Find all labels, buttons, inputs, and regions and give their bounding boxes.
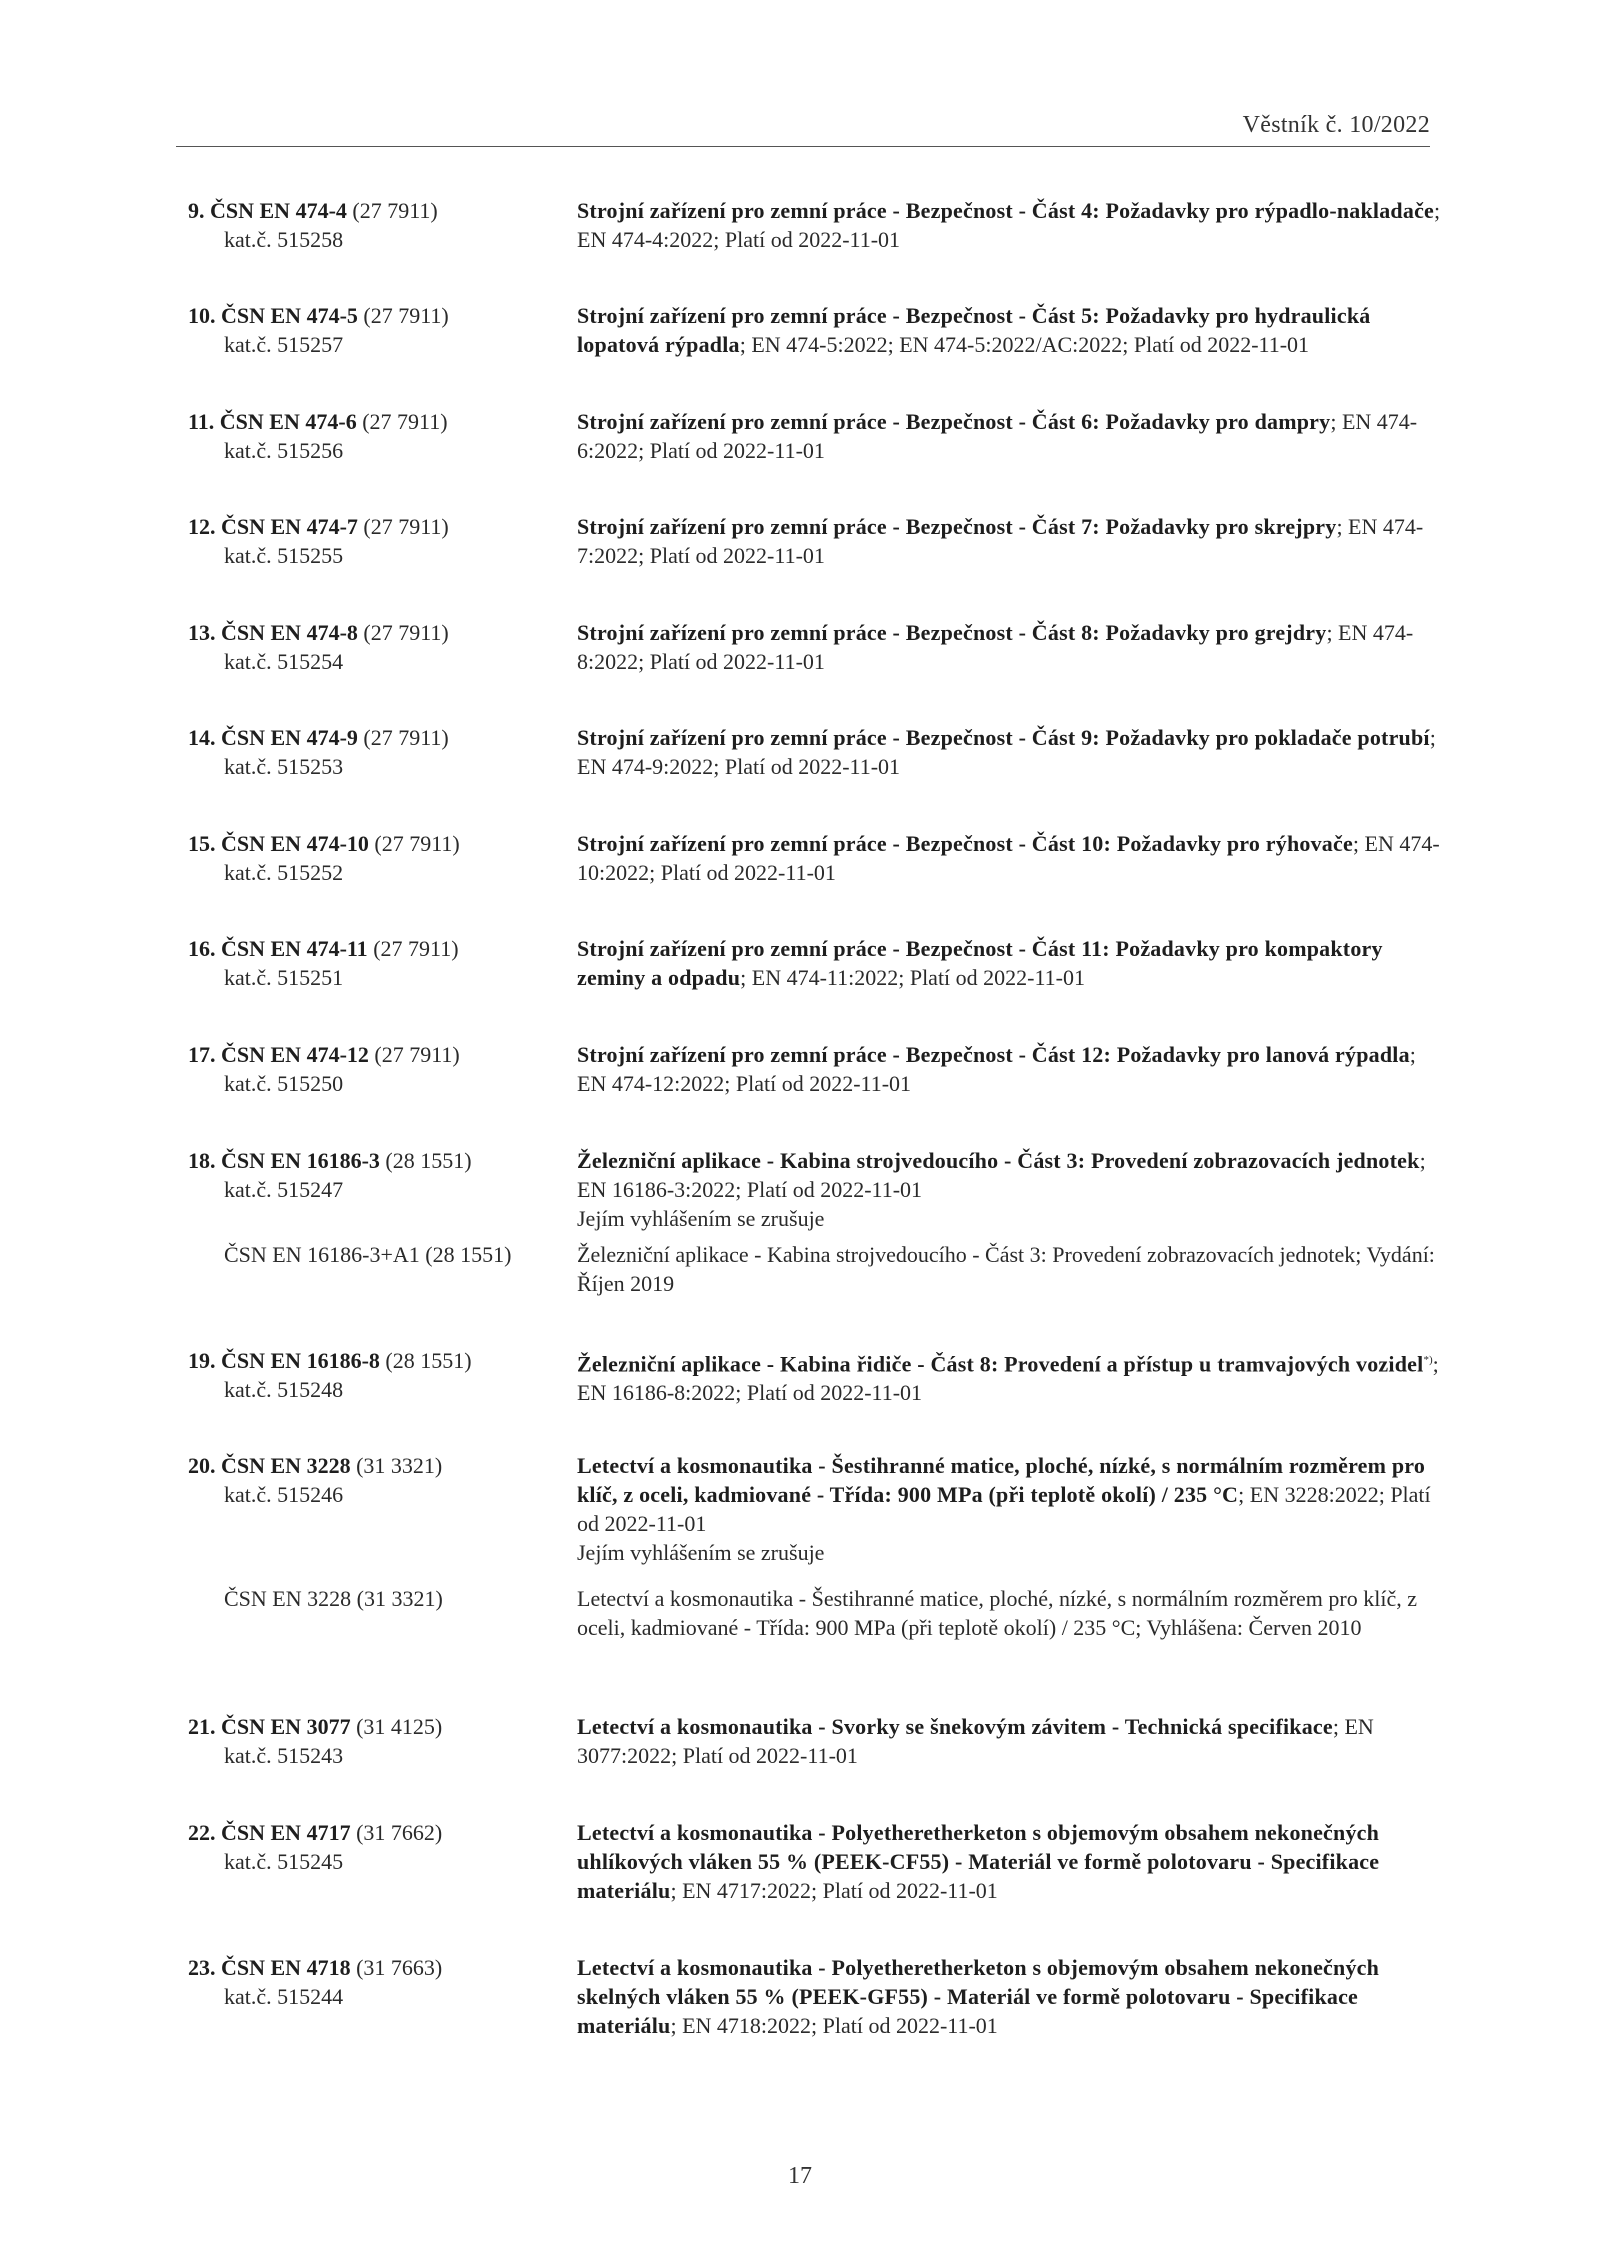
standard-code: ČSN EN 16186-8 [221, 1348, 380, 1373]
replaced-standard-text: Letectví a kosmonautika - Šestihranné matice, ploché, nízké, s normálním rozměrem pro klíč, z oceli, kadmiované - Třída: 900 MPa (při teplotě okolí) / 235 °C; Vyhlášena: Červen 2010 [577, 1586, 1417, 1640]
standard-id [188, 1346, 568, 1404]
standard-description [577, 1346, 1447, 1407]
standard-details: ; EN 474-11:2022; Platí od 2022-11-01 [740, 965, 1086, 990]
standard-code: ČSN EN 474-11 [221, 936, 368, 961]
catalog-number: kat.č. 515258 [224, 227, 344, 252]
classification-code: (27 7911) [368, 1042, 460, 1067]
entry-number: 17. [188, 1042, 216, 1067]
standard-description [577, 1040, 1447, 1098]
entry-number: 18. [188, 1148, 216, 1173]
standard-title: Strojní zařízení pro zemní práce - Bezpečnost - Část 7: Požadavky pro skrejpry [577, 514, 1337, 539]
standard-details: ; EN 3077:2022; Platí od 2022-11-01 [577, 1714, 1374, 1768]
entry-number: 15. [188, 831, 216, 856]
entry-number: 10. [188, 303, 216, 328]
classification-code: (28 1551) [379, 1148, 472, 1173]
standard-code: ČSN EN 474-8 [221, 620, 358, 645]
classification-code: (27 7911) [357, 725, 449, 750]
standard-details: ; EN 16186-3:2022; Platí od 2022-11-01 [577, 1148, 1426, 1202]
standard-description [577, 934, 1447, 992]
catalog-number: kat.č. 515253 [224, 754, 344, 779]
classification-code: (31 3321) [350, 1453, 443, 1478]
classification-code: (31 7663) [350, 1955, 443, 1980]
replaces-note: Jejím vyhlášením se zrušuje [577, 1206, 825, 1231]
standard-code: ČSN EN 474-9 [221, 725, 358, 750]
catalog-number: kat.č. 515255 [224, 543, 344, 568]
standard-id [188, 723, 568, 781]
page-header [176, 112, 1430, 147]
entry-number: 12. [188, 514, 216, 539]
standard-code: ČSN EN 3228 [221, 1453, 351, 1478]
entry-number: 20. [188, 1453, 216, 1478]
classification-code: (27 7911) [357, 620, 449, 645]
standard-code: ČSN EN 474-10 [221, 831, 369, 856]
classification-code: (27 7911) [346, 198, 438, 223]
standard-id [188, 301, 568, 359]
standard-details: ; EN 4718:2022; Platí od 2022-11-01 [670, 2013, 998, 2038]
replaced-standard-code: ČSN EN 16186-3+A1 (28 1551) [224, 1242, 512, 1267]
entry-number: 9. [188, 198, 205, 223]
classification-code: (27 7911) [356, 409, 448, 434]
standard-id [188, 1146, 568, 1204]
bulletin-title: Věstník č. 10/2022 [1242, 112, 1430, 138]
standard-description [577, 512, 1447, 570]
standard-id [188, 1451, 568, 1509]
standard-code: ČSN EN 4717 [221, 1820, 351, 1845]
standard-title: Strojní zařízení pro zemní práce - Bezpečnost - Část 6: Požadavky pro dampry [577, 409, 1331, 434]
standard-code: ČSN EN 4718 [221, 1955, 351, 1980]
standard-title: Strojní zařízení pro zemní práce - Bezpečnost - Část 10: Požadavky pro rýhovače [577, 831, 1353, 856]
standard-id [188, 512, 568, 570]
entry-number: 14. [188, 725, 216, 750]
standard-id [188, 829, 568, 887]
standard-details: ; EN 474-8:2022; Platí od 2022-11-01 [577, 620, 1414, 674]
catalog-number: kat.č. 515247 [224, 1177, 344, 1202]
classification-code: (28 1551) [379, 1348, 472, 1373]
standard-title: Strojní zařízení pro zemní práce - Bezpečnost - Část 8: Požadavky pro grejdry [577, 620, 1327, 645]
standard-code: ČSN EN 474-7 [221, 514, 358, 539]
standard-details: ; EN 474-10:2022; Platí od 2022-11-01 [577, 831, 1440, 885]
catalog-number: kat.č. 515243 [224, 1743, 344, 1768]
standard-details: ; EN 474-7:2022; Platí od 2022-11-01 [577, 514, 1424, 568]
catalog-number: kat.č. 515244 [224, 1984, 344, 2009]
standard-description [577, 407, 1447, 465]
entry-number: 19. [188, 1348, 216, 1373]
page-number: 17 [788, 2163, 812, 2189]
standard-code: ČSN EN 474-6 [219, 409, 357, 434]
standard-code: ČSN EN 16186-3 [221, 1148, 380, 1173]
replaces-note: Jejím vyhlášením se zrušuje [577, 1540, 825, 1565]
standard-code: ČSN EN 3077 [221, 1714, 351, 1739]
classification-code: (31 4125) [350, 1714, 443, 1739]
catalog-number: kat.č. 515254 [224, 649, 344, 674]
standard-description [577, 618, 1447, 676]
footnote-marker: *) [1423, 1354, 1433, 1366]
standard-title: Strojní zařízení pro zemní práce - Bezpečnost - Část 4: Požadavky pro rýpadlo-nakladače [577, 198, 1434, 223]
standard-description [577, 301, 1447, 359]
classification-code: (27 7911) [357, 514, 449, 539]
standard-details: ; EN 474-9:2022; Platí od 2022-11-01 [577, 725, 1436, 779]
standard-details: ; EN 474-5:2022; EN 474-5:2022/AC:2022; Platí od 2022-11-01 [739, 332, 1310, 357]
standard-id [188, 1712, 568, 1770]
standard-description [577, 1953, 1447, 2040]
entry-number: 11. [188, 409, 215, 434]
standard-title: Letectví a kosmonautika - Polyetheretherketon s objemovým obsahem nekonečných skelných vláken 55 % (PEEK-GF55) - Materiál ve formě polotovaru - Specifikace materiálu [577, 1955, 1380, 2038]
standard-code: ČSN EN 474-12 [221, 1042, 369, 1067]
standard-code: ČSN EN 474-5 [221, 303, 358, 328]
entry-number: 23. [188, 1955, 216, 1980]
entry-number: 16. [188, 936, 216, 961]
classification-code: (27 7911) [367, 936, 459, 961]
standard-details: ; EN 474-12:2022; Platí od 2022-11-01 [577, 1042, 1416, 1096]
entry-number: 21. [188, 1714, 216, 1739]
standard-id [188, 1040, 568, 1098]
catalog-number: kat.č. 515248 [224, 1377, 344, 1402]
catalog-number: kat.č. 515252 [224, 860, 344, 885]
standard-description [577, 723, 1447, 781]
catalog-number: kat.č. 515245 [224, 1849, 344, 1874]
standard-details: ; EN 4717:2022; Platí od 2022-11-01 [670, 1878, 998, 1903]
classification-code: (27 7911) [357, 303, 449, 328]
standard-details: ; EN 3228:2022; Platí od 2022-11-01 [577, 1482, 1431, 1536]
standard-details: ; EN 16186-8:2022; Platí od 2022-11-01 [577, 1351, 1439, 1406]
standard-description [577, 829, 1447, 887]
entry-number: 22. [188, 1820, 216, 1845]
standard-title: Letectví a kosmonautika - Šestihranné matice, ploché, nízké, s normálním rozměrem pro klíč, z oceli, kadmiované - Třída: 900 MPa (při teplotě okolí) / 235 °C [577, 1453, 1426, 1507]
standard-title: Letectví a kosmonautika - Svorky se šnekovým závitem - Technická specifikace [577, 1714, 1333, 1739]
standard-id [188, 407, 568, 465]
replaced-standard-code: ČSN EN 3228 (31 3321) [224, 1586, 443, 1611]
standard-title: Letectví a kosmonautika - Polyetheretherketon s objemovým obsahem nekonečných uhlíkových vláken 55 % (PEEK-CF55) - Materiál ve formě polotovaru - Specifikace materiálu [577, 1820, 1380, 1903]
classification-code: (27 7911) [368, 831, 460, 856]
catalog-number: kat.č. 515251 [224, 965, 344, 990]
standard-id [188, 618, 568, 676]
standard-description [577, 1712, 1447, 1770]
standard-id [188, 1953, 568, 2011]
catalog-number: kat.č. 515250 [224, 1071, 344, 1096]
standard-title: Strojní zařízení pro zemní práce - Bezpečnost - Část 9: Požadavky pro pokladače potrubí [577, 725, 1430, 750]
standard-title: Strojní zařízení pro zemní práce - Bezpečnost - Část 12: Požadavky pro lanová rýpadla [577, 1042, 1410, 1067]
standard-id [188, 1818, 568, 1876]
standard-details: ; EN 474-4:2022; Platí od 2022-11-01 [577, 198, 1441, 252]
standard-description [577, 1451, 1447, 1567]
catalog-number: kat.č. 515246 [224, 1482, 344, 1507]
replaced-standard-text: Železniční aplikace - Kabina strojvedoucího - Část 3: Provedení zobrazovacích jednotek; Vydání: Říjen 2019 [577, 1242, 1435, 1296]
standard-id [188, 934, 568, 992]
standard-title: Strojní zařízení pro zemní práce - Bezpečnost - Část 11: Požadavky pro kompaktory zeminy a odpadu [577, 936, 1383, 990]
standard-details: ; EN 474-6:2022; Platí od 2022-11-01 [577, 409, 1418, 463]
standard-title: Železniční aplikace - Kabina řidiče - Část 8: Provedení a přístup u tramvajových vozidel [577, 1351, 1424, 1377]
entry-number: 13. [188, 620, 216, 645]
standard-description [577, 1146, 1447, 1233]
catalog-number: kat.č. 515256 [224, 438, 344, 463]
standard-code: ČSN EN 474-4 [210, 198, 347, 223]
catalog-number: kat.č. 515257 [224, 332, 344, 357]
standard-title: Železniční aplikace - Kabina strojvedoucího - Část 3: Provedení zobrazovacích jednotek [577, 1148, 1420, 1173]
classification-code: (31 7662) [350, 1820, 443, 1845]
standard-description [577, 1818, 1447, 1905]
standard-description [577, 196, 1447, 254]
standard-id [188, 196, 568, 254]
standard-title: Strojní zařízení pro zemní práce - Bezpečnost - Část 5: Požadavky pro hydraulická lopatová rýpadla [577, 303, 1371, 357]
